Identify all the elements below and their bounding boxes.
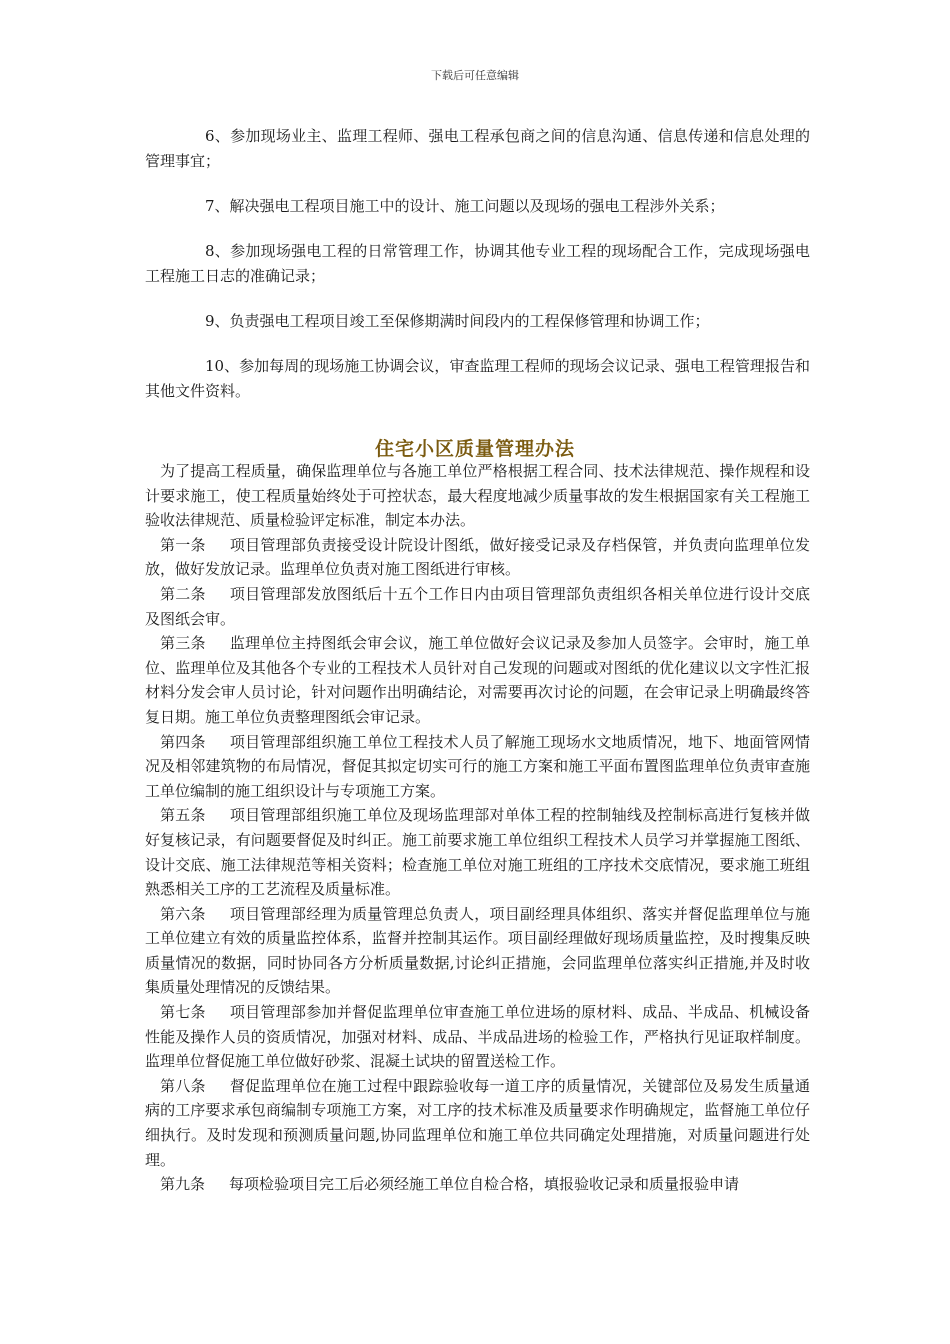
duty-item: 9、负责强电工程项目竣工至保修期满时间段内的工程保修管理和协调工作； bbox=[205, 312, 710, 330]
duty-item: 10、参加每周的现场施工协调会议，审查监理工程师的现场会议记录、强电工程管理报告和其他文件资料。 bbox=[145, 357, 810, 400]
duty-item: 7、解决强电工程项目施工中的设计、施工问题以及现场的强电工程涉外关系； bbox=[205, 197, 725, 215]
article-6 bbox=[145, 902, 810, 1000]
article-3 bbox=[145, 631, 810, 729]
article-text: 项目管理部发放图纸后十五个工作日内由项目管理部负责组织各相关单位进行设计交底及图纸会审。 bbox=[145, 584, 810, 628]
duty-item: 6、参加现场业主、监理工程师、强电工程承包商之间的信息沟通、信息传递和信息处理的管理事宜； bbox=[145, 127, 810, 170]
article-label: 第三条 bbox=[160, 634, 206, 653]
article-label: 第七条 bbox=[160, 1003, 206, 1022]
article-label: 第八条 bbox=[160, 1076, 206, 1095]
article-4 bbox=[145, 730, 810, 804]
article-label: 第六条 bbox=[160, 904, 206, 923]
article-label: 第二条 bbox=[160, 584, 206, 603]
article-1 bbox=[145, 533, 810, 582]
article-label: 第一条 bbox=[160, 535, 206, 554]
article-text: 项目管理部组织施工单位及现场监理部对单体工程的控制轴线及控制标高进行复核并做好复核记录，有问题要督促及时纠正。施工前要求施工单位组织工程技术人员学习并掌握施工图纸、设计交底、施工法律规范等相关资料；检查施工单位对施工班组的工序技术交底情况，要求施工班组熟悉相关工序的工艺流程及质量标准。 bbox=[145, 806, 810, 899]
article-text: 项目管理部负责接受设计院设计图纸，做好接受记录及存档保管，并负责向监理单位发放，做好发放记录。监理单位负责对施工图纸进行审核。 bbox=[145, 535, 810, 579]
article-label: 第四条 bbox=[160, 732, 206, 751]
header-note: 下载后可任意编辑 bbox=[431, 69, 519, 82]
duty-list bbox=[145, 124, 810, 424]
document-title: 住宅小区质量管理办法 bbox=[374, 438, 575, 460]
article-7 bbox=[145, 1000, 810, 1074]
article-5 bbox=[145, 803, 810, 901]
article-text: 项目管理部组织施工单位工程技术人员了解施工现场水文地质情况，地下、地面管网情况及相邻建筑物的布局情况，督促其拟定切实可行的施工方案和施工平面布置图监理单位负责审查施工单位编制的施工组织设计与专项施工方案。 bbox=[145, 732, 810, 800]
article-8 bbox=[145, 1074, 810, 1172]
article-9 bbox=[145, 1172, 810, 1197]
article-2 bbox=[145, 582, 810, 631]
article-label: 第九条 bbox=[160, 1175, 206, 1194]
regulation-body bbox=[145, 459, 810, 1197]
intro-paragraph: 为了提高工程质量，确保监理单位与各施工单位严格根据工程合同、技术法律规范、操作规程和设计要求施工，使工程质量始终处于可控状态，最大程度地减少质量事故的发生根据国家有关工程施工验收法律规范、质量检验评定标准，制定本办法。 bbox=[145, 462, 810, 530]
article-text: 每项检验项目完工后必须经施工单位自检合格，填报验收记录和质量报验申请 bbox=[229, 1175, 740, 1194]
article-text: 项目管理部经理为质量管理总负责人，项目副经理具体组织、落实并督促监理单位与施工单位建立有效的质量监控体系，监督并控制其运作。项目副经理做好现场质量监控，及时搜集反映质量情况的数据，同时协同各方分析质量数据,讨论纠正措施，会同监理单位落实纠正措施,并及时收集质量处理情况的反馈结果。 bbox=[145, 904, 810, 997]
article-text: 项目管理部参加并督促监理单位审查施工单位进场的原材料、成品、半成品、机械设备性能及操作人员的资质情况，加强对材料、成品、半成品进场的检验工作，严格执行见证取样制度。监理单位督促施工单位做好砂浆、混凝土试块的留置送检工作。 bbox=[145, 1003, 810, 1071]
article-text: 督促监理单位在施工过程中跟踪验收每一道工序的质量情况，关键部位及易发生质量通病的工序要求承包商编制专项施工方案，对工序的技术标准及质量要求作明确规定，监督施工单位仔细执行。及时发现和预测质量问题,协同监理单位和施工单位共同确定处理措施，对质量问题进行处理。 bbox=[145, 1076, 810, 1169]
article-label: 第五条 bbox=[160, 806, 206, 825]
duty-item: 8、参加现场强电工程的日常管理工作，协调其他专业工程的现场配合工作，完成现场强电工程施工日志的准确记录； bbox=[145, 242, 810, 285]
article-text: 监理单位主持图纸会审会议，施工单位做好会议记录及参加人员签字。会审时，施工单位、监理单位及其他各个专业的工程技术人员针对自己发现的问题或对图纸的优化建议以文字性汇报材料分发会审人员讨论，针对问题作出明确结论，对需要再次讨论的问题，在会审记录上明确最终答复日期。施工单位负责整理图纸会审记录。 bbox=[145, 634, 810, 726]
